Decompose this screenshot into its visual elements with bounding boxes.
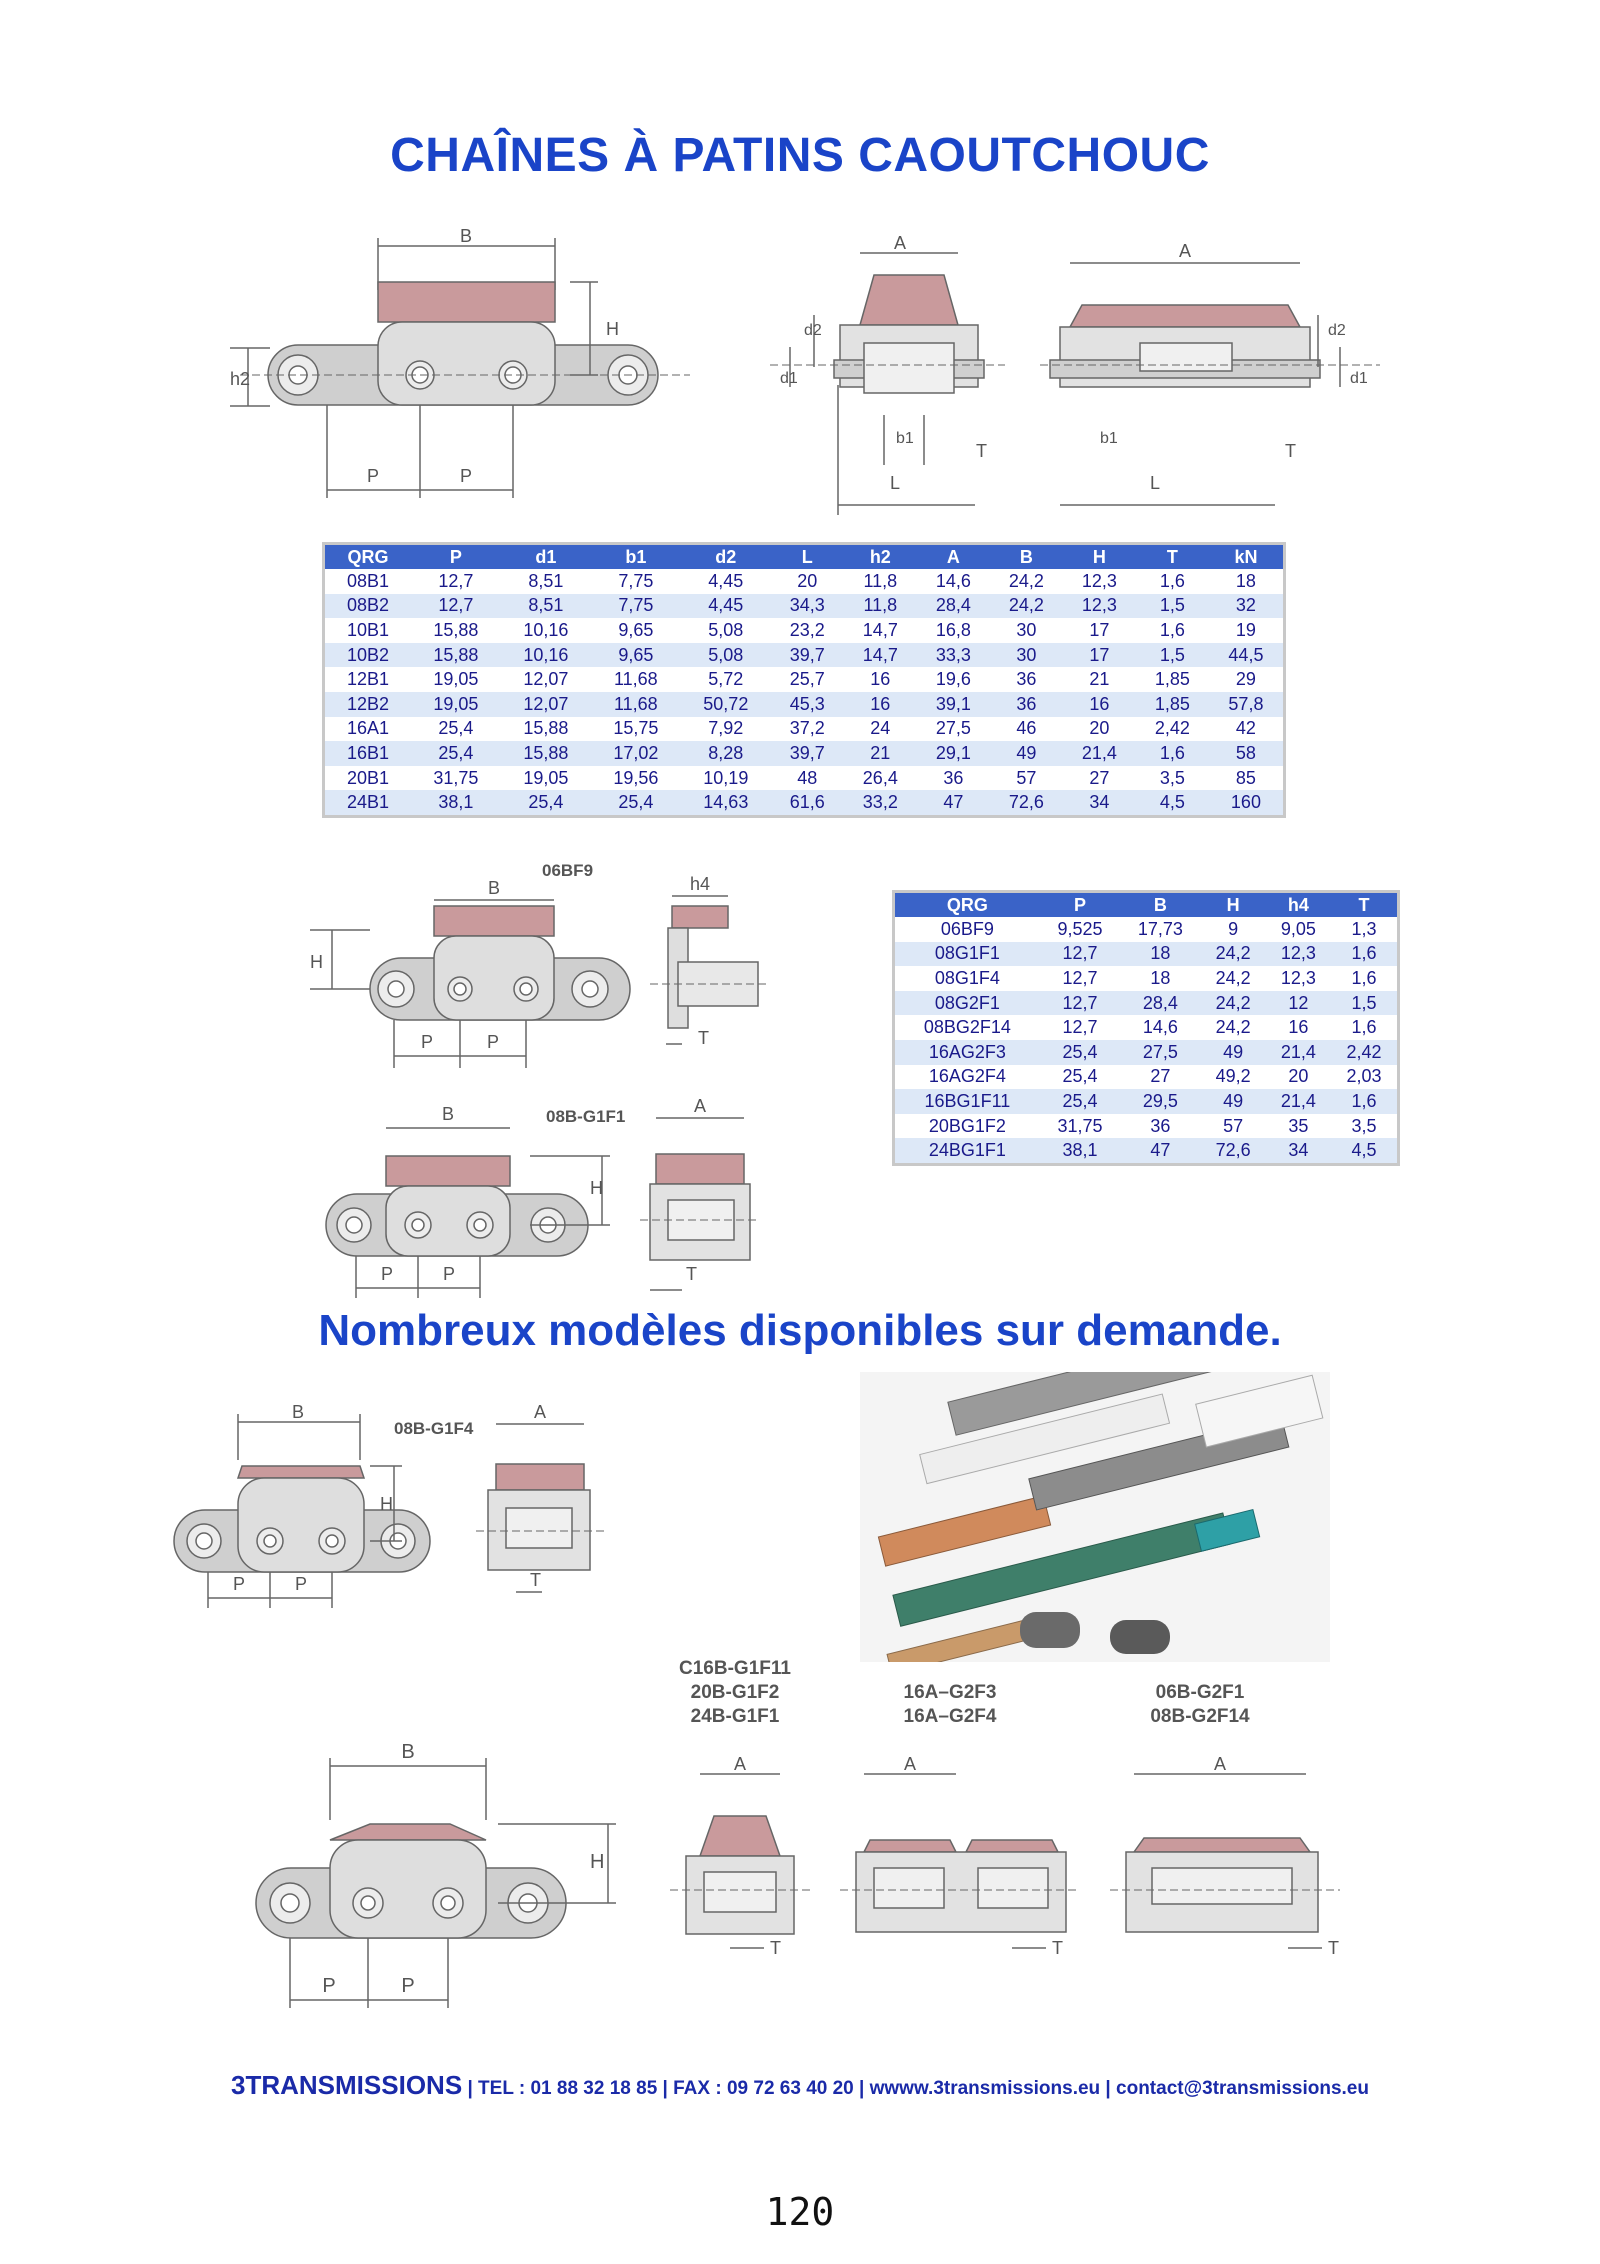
table-row (324, 741, 1285, 766)
table-cell: 20 (1266, 1065, 1331, 1090)
table-cell: 11,68 (591, 667, 681, 692)
table-cell: 27,5 (917, 717, 990, 742)
table-cell: 12B1 (324, 667, 411, 692)
table-cell: 7,75 (591, 569, 681, 594)
table-cell: 16AG2F4 (894, 1065, 1040, 1090)
dim-P-label-2: P (294, 1574, 308, 1594)
dim-P-label-2: P (442, 1264, 456, 1284)
table-row (894, 1040, 1399, 1065)
table-cell: 9 (1201, 917, 1266, 942)
table-cell: 36 (917, 766, 990, 791)
table-row (324, 766, 1285, 791)
table-cell: 38,1 (1040, 1138, 1120, 1164)
column-header: B (1120, 892, 1200, 918)
table-cell: 85 (1209, 766, 1285, 791)
table-cell: 16A1 (324, 717, 411, 742)
table-cell: 16AG2F3 (894, 1040, 1040, 1065)
table-cell: 21,4 (1063, 741, 1136, 766)
table-cell: 15,88 (411, 618, 501, 643)
table-cell: 06BF9 (894, 917, 1040, 942)
dim-B-label: B (291, 1402, 305, 1422)
dim-b1-label: b1 (1100, 430, 1118, 447)
dim-T-label: T (530, 1570, 541, 1590)
table-cell: 1,6 (1331, 942, 1399, 967)
table-cell: 24BG1F1 (894, 1138, 1040, 1164)
attachment-spec-table-body (894, 917, 1399, 1164)
table-cell: 19,56 (591, 766, 681, 791)
column-header: L (771, 544, 844, 570)
dim-h4-label: h4 (689, 874, 711, 894)
table-cell: 27 (1063, 766, 1136, 791)
table-cell: 31,75 (1040, 1114, 1120, 1139)
table-cell: 49 (1201, 1089, 1266, 1114)
table-cell: 29 (1209, 667, 1285, 692)
table-cell: 1,5 (1136, 594, 1209, 619)
column-header: T (1136, 544, 1209, 570)
dim-T-label: T (1285, 441, 1296, 461)
table-cell: 21 (1063, 667, 1136, 692)
dim-P-label-2: P (401, 1975, 415, 1997)
table-cell: 36 (1120, 1114, 1200, 1139)
dim-L-label: L (1150, 473, 1161, 493)
table-cell: 5,72 (681, 667, 771, 692)
table-row (324, 618, 1285, 643)
table-cell: 72,6 (1201, 1138, 1266, 1164)
column-header: H (1063, 544, 1136, 570)
table-cell: 16B1 (324, 741, 411, 766)
table-cell: 24,2 (990, 569, 1063, 594)
chain-08B-G1F4-drawing (170, 1400, 610, 1610)
column-header: QRG (324, 544, 411, 570)
table-cell: 47 (917, 790, 990, 816)
column-header: T (1331, 892, 1399, 918)
table-cell: 44,5 (1209, 643, 1285, 668)
column-header: h2 (844, 544, 917, 570)
table-cell: 1,6 (1331, 1089, 1399, 1114)
table-cell: 12,07 (501, 667, 591, 692)
table-header-row (894, 892, 1399, 918)
table-row (324, 569, 1285, 594)
table-cell: 46 (990, 717, 1063, 742)
table-cell: 25,4 (411, 741, 501, 766)
dim-A-label: A (533, 1402, 547, 1422)
table-cell: 48 (771, 766, 844, 791)
table-cell: 25,4 (591, 790, 681, 816)
column-header: b1 (591, 544, 681, 570)
table-cell: 12 (1266, 991, 1331, 1016)
table-row (324, 790, 1285, 816)
table-cell: 25,4 (1040, 1089, 1120, 1114)
table-cell: 30 (990, 618, 1063, 643)
column-header: d1 (501, 544, 591, 570)
chain-spec-table-body (324, 569, 1285, 816)
table-cell: 49,2 (1201, 1065, 1266, 1090)
footer-contacts: | TEL : 01 88 32 18 85 | FAX : 09 72 63 40 20 | wwww.3transmissions.eu | contact@3transmissions.eu (462, 2078, 1369, 2099)
table-cell: 4,45 (681, 594, 771, 619)
table-cell: 1,6 (1136, 569, 1209, 594)
table-cell: 24,2 (990, 594, 1063, 619)
page-subtitle: Nombreux modèles disponibles sur demande. (318, 1306, 1282, 1355)
model-label-16A-G2F4: 16A–G2F4 (903, 1706, 997, 1727)
table-cell: 18 (1120, 966, 1200, 991)
table-cell: 24B1 (324, 790, 411, 816)
table-cell: 7,75 (591, 594, 681, 619)
table-cell: 24,2 (1201, 942, 1266, 967)
table-cell: 35 (1266, 1114, 1331, 1139)
dim-P-label-1: P (420, 1032, 434, 1052)
dim-P-label-1: P (322, 1975, 336, 1997)
dim-H-label: H (606, 319, 619, 339)
chain-end-view-double-drawing (1040, 235, 1385, 515)
chain-end-view-g2f1-drawing (1110, 1754, 1360, 1960)
table-cell: 08G1F4 (894, 966, 1040, 991)
table-row (894, 966, 1399, 991)
table-cell: 21 (844, 741, 917, 766)
table-row (894, 991, 1399, 1016)
table-row (324, 594, 1285, 619)
table-cell: 7,92 (681, 717, 771, 742)
table-cell: 12B2 (324, 692, 411, 717)
table-cell: 16 (1266, 1015, 1331, 1040)
dim-B-label: B (487, 878, 501, 898)
table-cell: 14,7 (844, 643, 917, 668)
table-cell: 11,8 (844, 594, 917, 619)
model-label-24B-G1F1: 24B-G1F1 (690, 1706, 780, 1727)
dim-H-label: H (380, 1494, 393, 1514)
dim-P-label-2: P (486, 1032, 500, 1052)
table-cell: 12,3 (1063, 569, 1136, 594)
table-cell: 20B1 (324, 766, 411, 791)
table-row (894, 1138, 1399, 1164)
table-cell: 37,2 (771, 717, 844, 742)
table-cell: 25,7 (771, 667, 844, 692)
dim-A-label: A (1178, 241, 1192, 261)
table-row (894, 1114, 1399, 1139)
table-cell: 4,45 (681, 569, 771, 594)
table-cell: 12,7 (411, 569, 501, 594)
table-cell: 20BG1F2 (894, 1114, 1040, 1139)
table-cell: 17,02 (591, 741, 681, 766)
column-header: d2 (681, 544, 771, 570)
table-cell: 26,4 (844, 766, 917, 791)
chain-spec-table (322, 542, 1286, 818)
table-cell: 1,85 (1136, 692, 1209, 717)
table-cell: 1,6 (1331, 1015, 1399, 1040)
table-cell: 9,65 (591, 618, 681, 643)
table-cell: 29,5 (1120, 1089, 1200, 1114)
table-cell: 47 (1120, 1138, 1200, 1164)
dim-T-label: T (698, 1028, 709, 1048)
table-cell: 18 (1120, 942, 1200, 967)
table-cell: 15,88 (411, 643, 501, 668)
footer (0, 2070, 1600, 2101)
table-cell: 27 (1120, 1065, 1200, 1090)
table-cell: 42 (1209, 717, 1285, 742)
table-cell: 24 (844, 717, 917, 742)
model-label-08B-G2F14: 08B-G2F14 (1150, 1706, 1250, 1727)
table-row (894, 1065, 1399, 1090)
model-label-C16B-G1F11: C16B-G1F11 (679, 1658, 791, 1679)
table-cell: 12,7 (1040, 991, 1120, 1016)
table-row (894, 942, 1399, 967)
table-cell: 36 (990, 692, 1063, 717)
table-cell: 57 (990, 766, 1063, 791)
table-cell: 12,3 (1063, 594, 1136, 619)
model-label-06BF9: 06BF9 (542, 861, 594, 880)
table-cell: 10B1 (324, 618, 411, 643)
dim-H-label: H (310, 952, 323, 972)
table-cell: 25,4 (1040, 1065, 1120, 1090)
table-row (324, 717, 1285, 742)
table-cell: 3,5 (1331, 1114, 1399, 1139)
table-cell: 11,68 (591, 692, 681, 717)
dim-B-label: B (459, 226, 473, 246)
table-cell: 14,7 (844, 618, 917, 643)
footer-brand: 3TRANSMISSIONS (231, 2070, 463, 2100)
table-cell: 160 (1209, 790, 1285, 816)
table-cell: 2,42 (1136, 717, 1209, 742)
table-cell: 15,88 (501, 717, 591, 742)
chain-06BF9-drawing (310, 858, 770, 1068)
page-number: 120 (765, 2190, 835, 2234)
table-cell: 12,3 (1266, 966, 1331, 991)
column-header: A (917, 544, 990, 570)
table-cell: 28,4 (917, 594, 990, 619)
table-cell: 36 (990, 667, 1063, 692)
chain-08B-G1F1-drawing (310, 1090, 770, 1300)
dim-B-label: B (401, 1741, 415, 1763)
dim-H-label: H (590, 1178, 603, 1198)
table-cell: 24,2 (1201, 966, 1266, 991)
table-cell: 1,5 (1136, 643, 1209, 668)
table-row (324, 643, 1285, 668)
table-cell: 8,28 (681, 741, 771, 766)
dim-L-label: L (890, 473, 901, 493)
table-cell: 23,2 (771, 618, 844, 643)
dim-d1-label: d1 (780, 370, 798, 387)
table-cell: 20 (771, 569, 844, 594)
table-cell: 16 (844, 667, 917, 692)
table-cell: 38,1 (411, 790, 501, 816)
table-cell: 24,2 (1201, 1015, 1266, 1040)
table-cell: 10,16 (501, 618, 591, 643)
table-cell: 1,6 (1136, 741, 1209, 766)
table-cell: 25,4 (1040, 1040, 1120, 1065)
table-cell: 10,19 (681, 766, 771, 791)
table-cell: 1,6 (1136, 618, 1209, 643)
dim-B-label: B (441, 1104, 455, 1124)
table-cell: 39,7 (771, 741, 844, 766)
table-cell: 17 (1063, 618, 1136, 643)
table-cell: 30 (990, 643, 1063, 668)
table-row (324, 692, 1285, 717)
dim-h2-label: h2 (230, 369, 251, 389)
table-header-row (324, 544, 1285, 570)
table-cell: 27,5 (1120, 1040, 1200, 1065)
table-cell: 34 (1063, 790, 1136, 816)
table-cell: 24,2 (1201, 991, 1266, 1016)
table-cell: 1,3 (1331, 917, 1399, 942)
attachment-spec-table (892, 890, 1400, 1166)
dim-P-label-1: P (380, 1264, 394, 1284)
table-cell: 19,6 (917, 667, 990, 692)
dim-A-label: A (903, 1754, 917, 1774)
table-cell: 61,6 (771, 790, 844, 816)
table-cell: 32 (1209, 594, 1285, 619)
table-cell: 20 (1063, 717, 1136, 742)
dim-b1-label: b1 (896, 430, 914, 447)
table-cell: 3,5 (1136, 766, 1209, 791)
table-cell: 10B2 (324, 643, 411, 668)
table-cell: 08G1F1 (894, 942, 1040, 967)
table-cell: 16BG1F11 (894, 1089, 1040, 1114)
table-cell: 21,4 (1266, 1040, 1331, 1065)
dim-T-label: T (1052, 1938, 1063, 1958)
table-cell: 1,85 (1136, 667, 1209, 692)
bottom-model-labels (640, 1654, 1400, 1754)
column-header: QRG (894, 892, 1040, 918)
table-cell: 72,6 (990, 790, 1063, 816)
dim-d1-label: d1 (1350, 370, 1368, 387)
table-cell: 08B2 (324, 594, 411, 619)
table-cell: 8,51 (501, 569, 591, 594)
dim-P-label-2: P (459, 466, 473, 486)
table-cell: 12,3 (1266, 942, 1331, 967)
model-label-08B-G1F1: 08B-G1F1 (546, 1107, 626, 1126)
column-header: P (1040, 892, 1120, 918)
table-cell: 49 (990, 741, 1063, 766)
table-cell: 11,8 (844, 569, 917, 594)
table-cell: 4,5 (1136, 790, 1209, 816)
table-cell: 16,8 (917, 618, 990, 643)
chain-end-view-single-drawing (760, 235, 1010, 515)
table-cell: 12,7 (1040, 966, 1120, 991)
table-cell: 34,3 (771, 594, 844, 619)
table-cell: 25,4 (501, 790, 591, 816)
table-cell: 34 (1266, 1138, 1331, 1164)
dim-H-label: H (590, 1851, 605, 1873)
table-cell: 2,03 (1331, 1065, 1399, 1090)
table-cell: 49 (1201, 1040, 1266, 1065)
table-cell: 1,5 (1331, 991, 1399, 1016)
dim-P-label-1: P (366, 466, 380, 486)
table-cell: 12,07 (501, 692, 591, 717)
dim-T-label: T (976, 441, 987, 461)
table-row (894, 1089, 1399, 1114)
table-cell: 28,4 (1120, 991, 1200, 1016)
model-label-20B-G1F2: 20B-G1F2 (690, 1682, 780, 1703)
table-cell: 14,6 (917, 569, 990, 594)
column-header: P (411, 544, 501, 570)
table-cell: 12,7 (1040, 942, 1120, 967)
table-cell: 9,05 (1266, 917, 1331, 942)
table-cell: 33,2 (844, 790, 917, 816)
table-cell: 25,4 (411, 717, 501, 742)
table-cell: 10,16 (501, 643, 591, 668)
column-header: h4 (1266, 892, 1331, 918)
table-cell: 1,6 (1331, 966, 1399, 991)
dim-A-label: A (1213, 1754, 1227, 1774)
table-cell: 33,3 (917, 643, 990, 668)
table-row (324, 667, 1285, 692)
table-cell: 15,88 (501, 741, 591, 766)
table-cell: 08B1 (324, 569, 411, 594)
column-header: B (990, 544, 1063, 570)
table-cell: 16 (844, 692, 917, 717)
table-cell: 57,8 (1209, 692, 1285, 717)
chains-photo-illustration (860, 1372, 1330, 1662)
table-cell: 17 (1063, 643, 1136, 668)
dim-d2-label: d2 (1328, 322, 1346, 339)
table-cell: 31,75 (411, 766, 501, 791)
chain-end-view-g2f3-drawing (840, 1754, 1080, 1960)
column-header: kN (1209, 544, 1285, 570)
chain-side-view-drawing (230, 220, 700, 520)
model-label-06B-G2F1: 06B-G2F1 (1155, 1682, 1245, 1703)
table-cell: 21,4 (1266, 1089, 1331, 1114)
table-cell: 17,73 (1120, 917, 1200, 942)
table-cell: 15,75 (591, 717, 681, 742)
table-cell: 45,3 (771, 692, 844, 717)
table-cell: 19,05 (411, 667, 501, 692)
table-cell: 19 (1209, 618, 1285, 643)
chain-end-view-g1-drawing (670, 1754, 810, 1960)
table-cell: 5,08 (681, 643, 771, 668)
table-cell: 19,05 (411, 692, 501, 717)
table-cell: 9,65 (591, 643, 681, 668)
table-cell: 39,1 (917, 692, 990, 717)
model-label-16A-G2F3: 16A–G2F3 (903, 1682, 997, 1703)
dim-T-label: T (770, 1938, 781, 1958)
table-cell: 14,63 (681, 790, 771, 816)
chains-photo (860, 1372, 1330, 1662)
page-title: CHAÎNES À PATINS CAOUTCHOUC (390, 129, 1210, 182)
dim-d2-label: d2 (804, 322, 822, 339)
column-header: H (1201, 892, 1266, 918)
dim-A-label: A (893, 233, 907, 253)
table-cell: 16 (1063, 692, 1136, 717)
dim-P-label-1: P (232, 1574, 246, 1594)
table-cell: 08G2F1 (894, 991, 1040, 1016)
table-cell: 08BG2F14 (894, 1015, 1040, 1040)
dim-T-label: T (686, 1264, 697, 1284)
table-cell: 50,72 (681, 692, 771, 717)
table-cell: 29,1 (917, 741, 990, 766)
table-cell: 8,51 (501, 594, 591, 619)
model-label-08B-G1F4: 08B-G1F4 (394, 1419, 474, 1438)
dim-A-label: A (733, 1754, 747, 1774)
table-cell: 2,42 (1331, 1040, 1399, 1065)
table-cell: 12,7 (411, 594, 501, 619)
table-row (894, 917, 1399, 942)
table-cell: 58 (1209, 741, 1285, 766)
dim-A-label: A (693, 1096, 707, 1116)
table-cell: 18 (1209, 569, 1285, 594)
table-cell: 4,5 (1331, 1138, 1399, 1164)
table-cell: 12,7 (1040, 1015, 1120, 1040)
table-cell: 39,7 (771, 643, 844, 668)
chain-large-side-view-drawing (250, 1740, 650, 2010)
table-cell: 5,08 (681, 618, 771, 643)
table-cell: 19,05 (501, 766, 591, 791)
dim-T-label: T (1328, 1938, 1339, 1958)
table-cell: 9,525 (1040, 917, 1120, 942)
table-cell: 57 (1201, 1114, 1266, 1139)
table-row (894, 1015, 1399, 1040)
table-cell: 14,6 (1120, 1015, 1200, 1040)
